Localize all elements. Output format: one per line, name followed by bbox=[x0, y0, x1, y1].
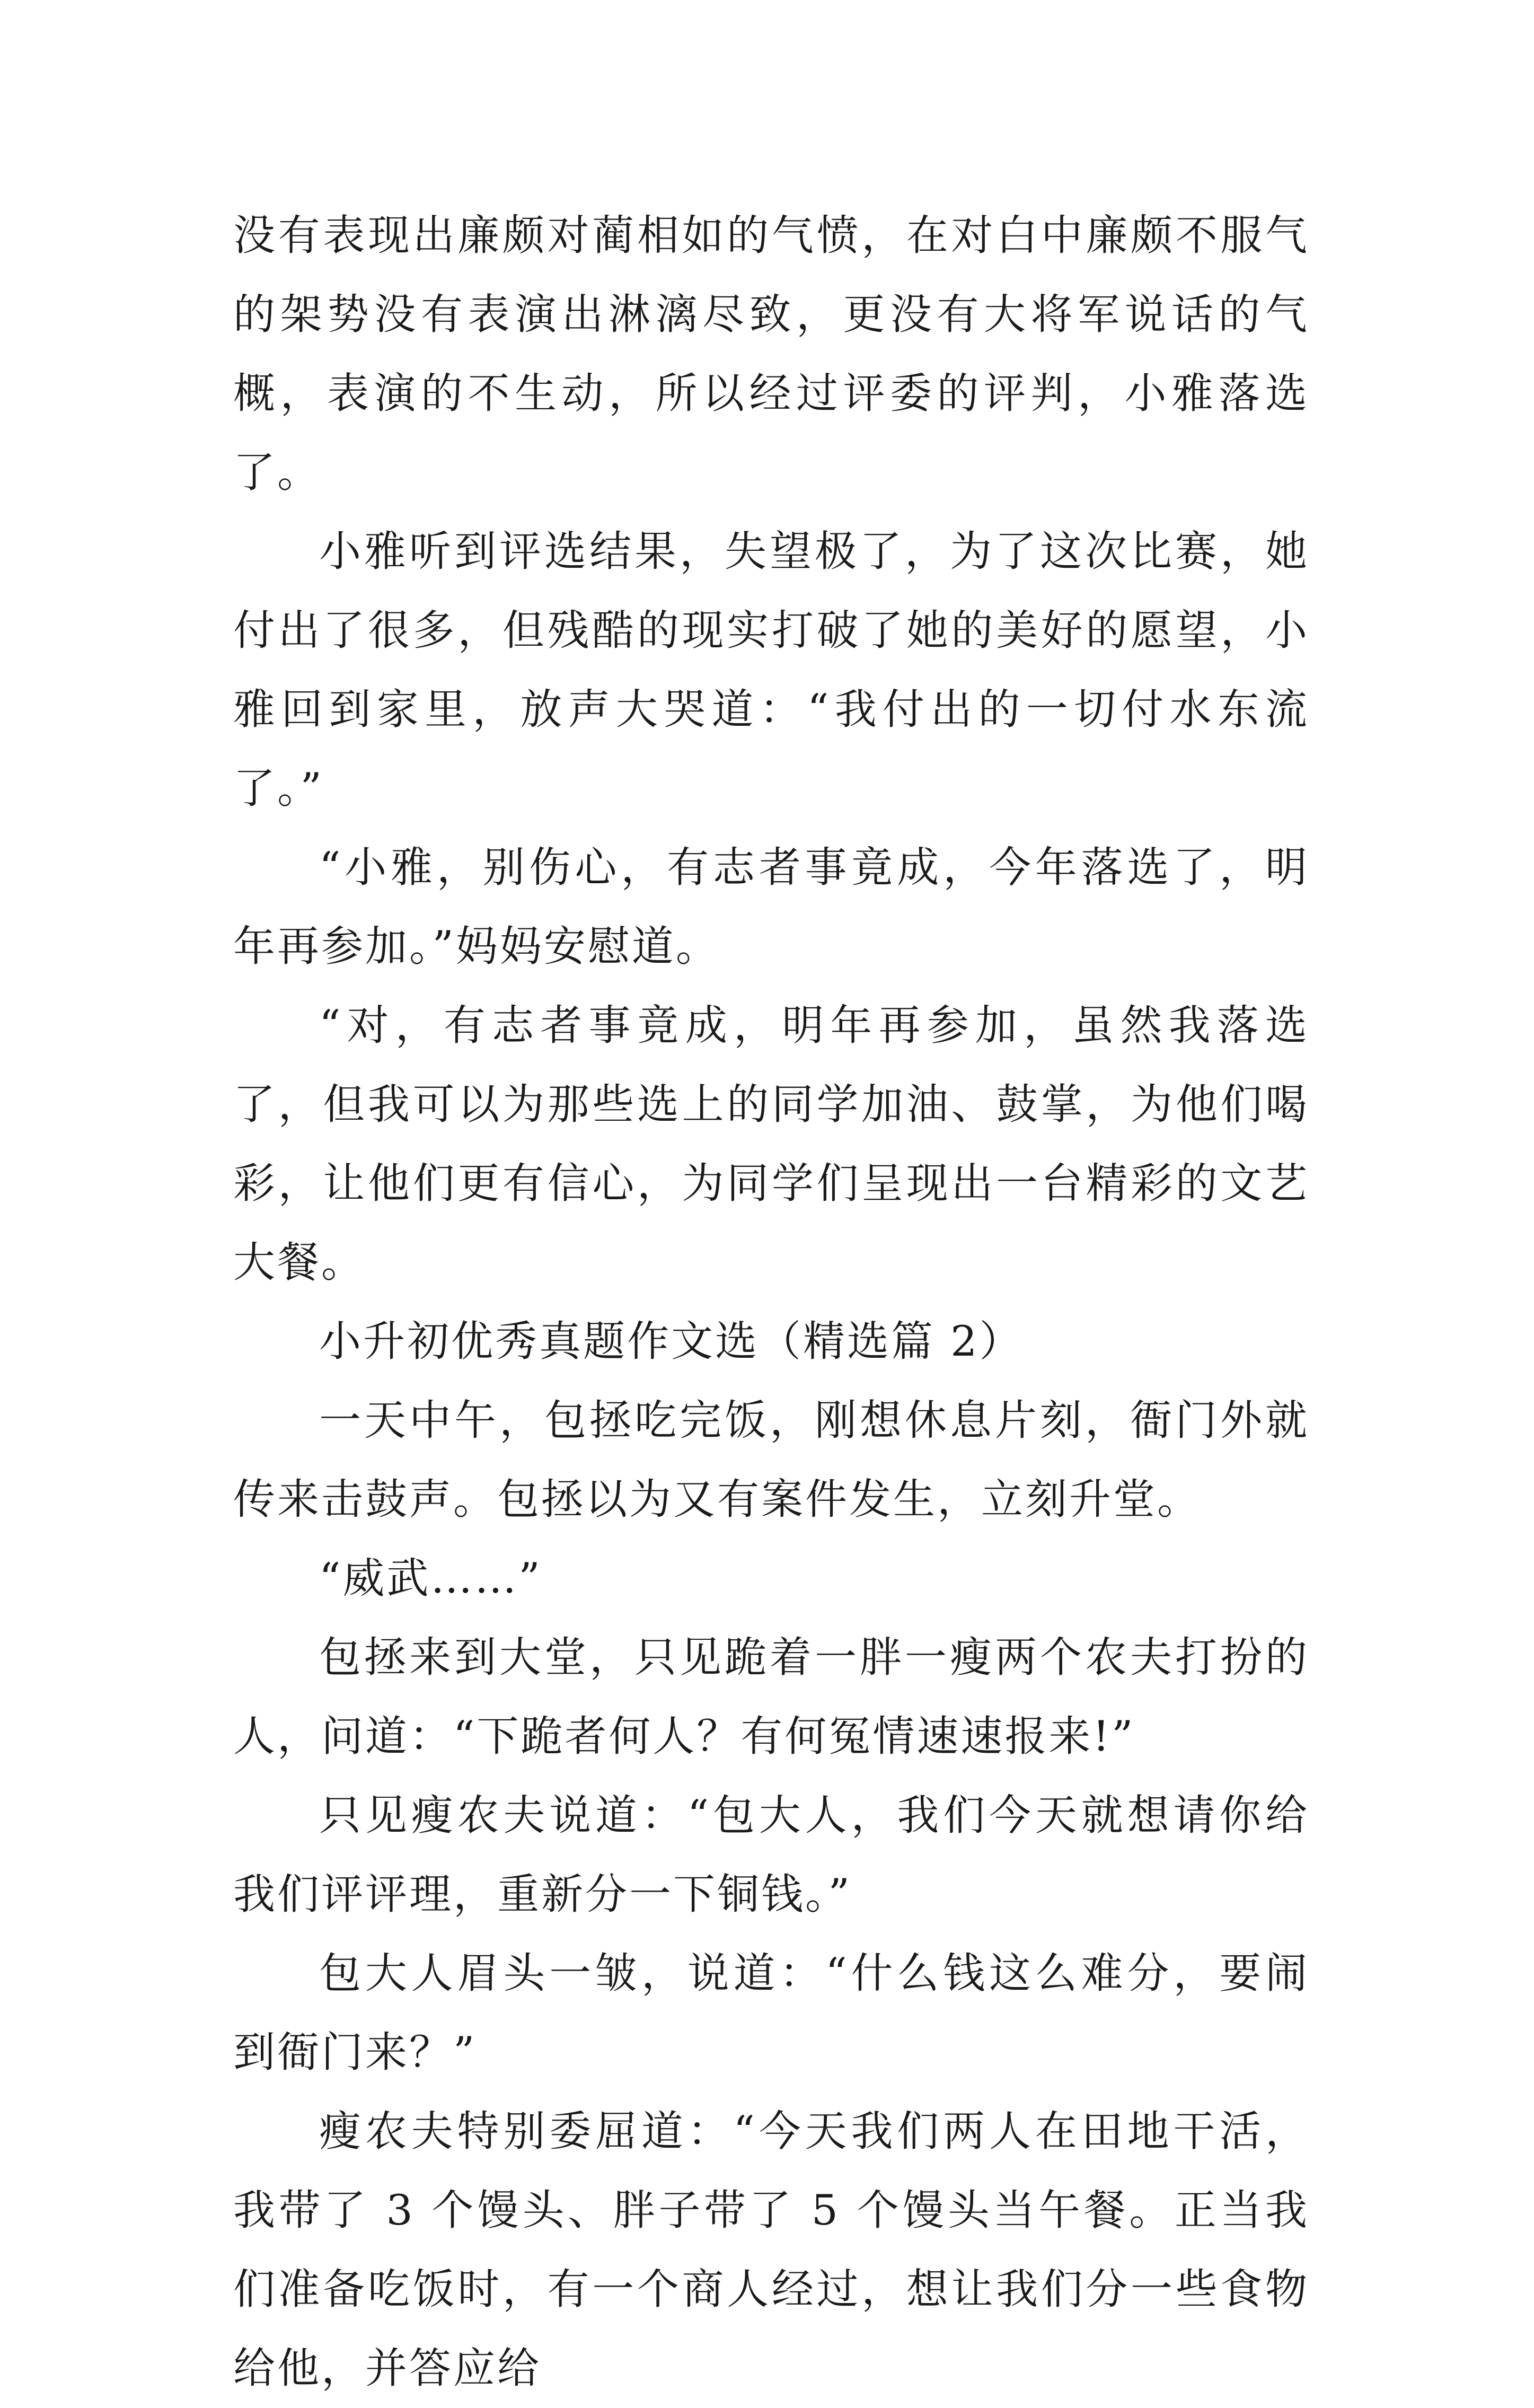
document-body bbox=[233, 196, 1309, 2408]
paragraph-2: 小雅听到评选结果，失望极了，为了这次比赛，她付出了很多，但残酷的现实打破了她的美好的愿望，小雅回到家里，放声大哭道：“我付出的一切付水东流了。” bbox=[233, 527, 1309, 813]
paragraph-6: “威武……” bbox=[319, 1554, 542, 1603]
paragraph-8: 只见瘦农夫说道：“包大人，我们今天就想请你给我们评评理，重新分一下铜钱。” bbox=[233, 1791, 1309, 1919]
paragraph-3: “小雅，别伤心，有志者事竟成，今年落选了，明年再参加。”妈妈安慰道。 bbox=[233, 843, 1309, 971]
paragraph-4: “对，有志者事竟成，明年再参加，虽然我落选了，但我可以为那些选上的同学加油、鼓掌，为他们喝彩，让他们更有信心，为同学们呈现出一台精彩的文艺大餐。 bbox=[233, 1001, 1309, 1287]
paragraph-7: 包拯来到大堂，只见跪着一胖一瘦两个农夫打扮的人，问道：“下跪者何人？有何冤情速速报来!” bbox=[233, 1633, 1309, 1761]
paragraph-10: 瘦农夫特别委屈道：“今天我们两人在田地干活，我带了 3 个馒头、胖子带了 5 个馒头当午餐。正当我们准备吃饭时，有一个商人经过，想让我们分一些食物给他，并答应给 bbox=[233, 2107, 1309, 2393]
paragraph-1: 没有表现出廉颇对蔺相如的气愤，在对白中廉颇不服气的架势没有表演出淋漓尽致，更没有大将军说话的气概，表演的不生动，所以经过评委的评判，小雅落选了。 bbox=[233, 211, 1309, 497]
section-heading: 小升初优秀真题作文选（精选篇 2） bbox=[319, 1317, 1024, 1366]
paragraph-9: 包大人眉头一皱，说道：“什么钱这么难分，要闹到衙门来？” bbox=[233, 1949, 1309, 2077]
paragraph-5: 一天中午，包拯吃完饭，刚想休息片刻，衙门外就传来击鼓声。包拯以为又有案件发生，立刻升堂。 bbox=[233, 1396, 1309, 1524]
